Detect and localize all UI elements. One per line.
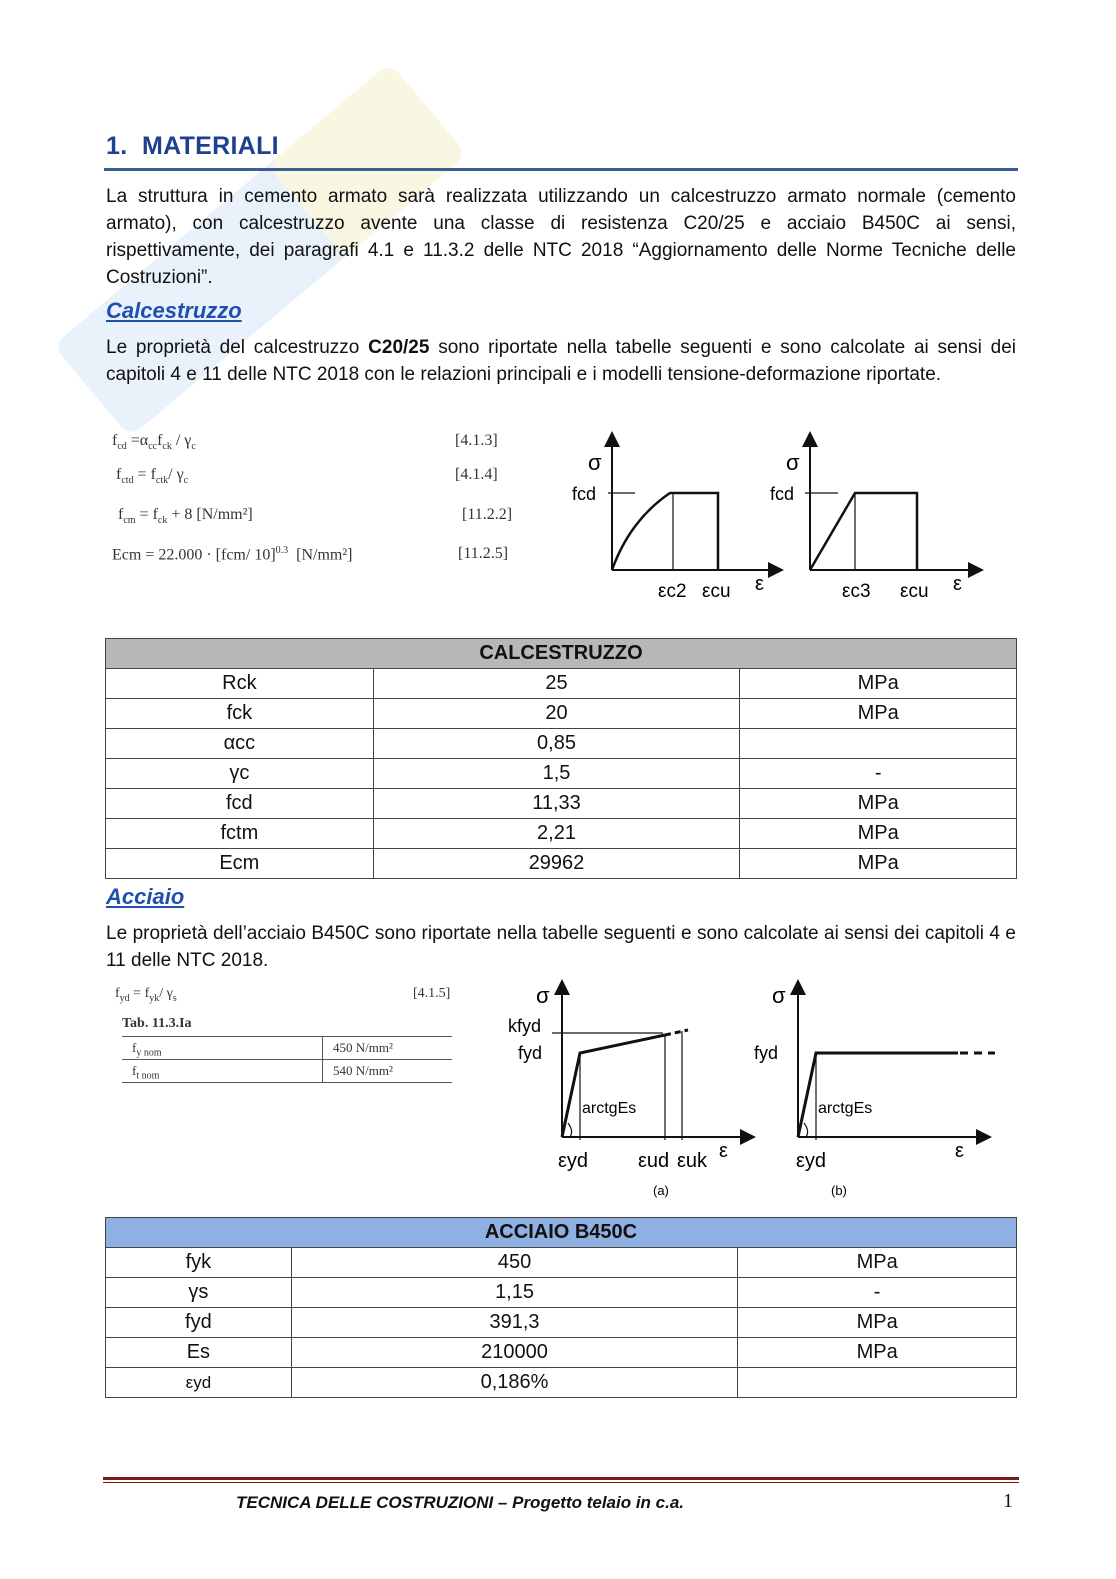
- table-row: Rck 25 MPa: [106, 669, 1017, 699]
- formula-fyd: $f_{yd} = f_{yk}/$ $\gamma_s$: [115, 986, 177, 1004]
- fcd-label: fcd: [770, 484, 795, 504]
- table-row: γs 1,15 -: [106, 1278, 1017, 1308]
- arctg-label: arctgEs: [582, 1100, 637, 1117]
- formula-ref: [4.1.4]: [455, 466, 498, 483]
- steel-paragraph: Le proprietà dell’acciaio B450C sono riportate nella tabelle seguenti e sono calcolate ai sensi dei capitoli 4 e 11 delle NTC 2018.: [106, 923, 1016, 971]
- ec3-label: εc3: [842, 581, 871, 602]
- formula-ref: [11.2.5]: [458, 545, 509, 562]
- formula-ref: [11.2.2]: [462, 506, 513, 523]
- table-row: fyd 391,3 MPa: [106, 1308, 1017, 1338]
- page-number: 1: [1003, 1490, 1013, 1512]
- intro-paragraph: La struttura in cemento armato sarà realizzata utilizzando un calcestruzzo armato normale (cemento armato), con calcestruzzo avente una classe di resistenza C20/25 e acciaio B450C ai sensi, rispettivamente, dei paragrafi 4.1 e 11.3.2 delle NTC 2018 “Aggiornamento delle Norme Tecniche delle Costruzioni”.: [106, 186, 1016, 288]
- bilinear-hardening-curve: [562, 1035, 665, 1137]
- concrete-table: [105, 638, 1017, 879]
- steel-table-header: ACCIAIO B450C: [106, 1218, 1017, 1248]
- epsilon-label: ε: [953, 573, 962, 595]
- fyd-label: fyd: [518, 1043, 543, 1063]
- ecu-label: εcu: [702, 581, 731, 602]
- table-row: γc 1,5 -: [106, 759, 1017, 789]
- steel-table: [105, 1217, 1017, 1398]
- concrete-stress-strain-diagram: [560, 425, 1000, 610]
- table-row: fck 20 MPa: [106, 699, 1017, 729]
- fcd-label: fcd: [572, 484, 597, 504]
- table-row: fctm 2,21 MPa: [106, 819, 1017, 849]
- formula-ecm: Ecm = 22.000 · [fcm/ 10]$^{0.3}$ [N/mm²]: [112, 545, 353, 564]
- sigma-label: σ: [786, 450, 800, 475]
- table-row: fcd 11,33 MPa: [106, 789, 1017, 819]
- eyd-label: εyd: [796, 1150, 827, 1172]
- bilinear-curve: [810, 493, 917, 570]
- bilinear-perfect-curve: [798, 1053, 958, 1137]
- section-heading: 1. MATERIALI: [106, 132, 279, 160]
- formula-ref: [4.1.3]: [455, 432, 498, 449]
- table-row: Ecm 29962 MPa: [106, 849, 1017, 879]
- epsilon-label: ε: [955, 1140, 964, 1162]
- footer-text: TECNICA DELLE COSTRUZIONI – Progetto telaio in c.a.: [236, 1493, 685, 1512]
- concrete-subtitle: Calcestruzzo: [106, 298, 242, 323]
- steel-stress-strain-diagram: [500, 975, 1010, 1200]
- arctg-label: arctgEs: [818, 1100, 873, 1117]
- concrete-paragraph: Le proprietà del calcestruzzo C20/25 sono riportate nella tabelle seguenti e sono calcolate ai sensi dei capitoli 4 e 11 delle NTC 2018 con le relazioni principali e i modelli tensione-deformazione riportate.: [106, 337, 1017, 385]
- table-row: Es 210000 MPa: [106, 1338, 1017, 1368]
- steel-subtitle: Acciaio: [106, 884, 185, 909]
- formula-fctd: $f_{ctd} = f_{ctk}/$ $\gamma_c$: [116, 466, 189, 487]
- eud-label: εud: [638, 1150, 670, 1172]
- sigma-label: σ: [772, 983, 786, 1008]
- table-row: fyk 450 MPa: [106, 1248, 1017, 1278]
- footer-rule-thin: [103, 1482, 1019, 1483]
- ecu-label: εcu: [900, 581, 929, 602]
- euk-label: εuk: [677, 1150, 708, 1172]
- sigma-label: σ: [536, 983, 550, 1008]
- parabola-rectangle-curve: [612, 493, 718, 570]
- nominal-values-table: Tab. 11.3.Ia $f_{y nom}$ 450 N/mm² $f_{t nom}$ 540 N/mm²: [122, 1016, 452, 1083]
- epsilon-label: ε: [755, 573, 764, 595]
- concrete-table-header: CALCESTRUZZO: [106, 639, 1017, 669]
- formula-ref: [4.1.5]: [413, 986, 451, 1001]
- fyd-label: fyd: [754, 1043, 779, 1063]
- ec2-label: εc2: [658, 581, 687, 602]
- sigma-label: σ: [588, 450, 602, 475]
- eyd-label: εyd: [558, 1150, 589, 1172]
- table-row: εyd 0,186%: [106, 1368, 1017, 1398]
- diagram-a-label: (a): [653, 1183, 669, 1198]
- formula-fcd: $f_{cd} =\alpha_{cc}f_{ck} / \gamma_c$: [112, 432, 196, 453]
- epsilon-label: ε: [719, 1140, 728, 1162]
- formula-fcm: $f_{cm} = f_{ck} + 8$ [N/mm²]: [118, 506, 253, 527]
- diagram-b-label: (b): [831, 1183, 847, 1198]
- table-row: αcc 0,85: [106, 729, 1017, 759]
- kfyd-label: kfyd: [508, 1016, 542, 1036]
- footer-rule: [103, 1477, 1019, 1480]
- heading-underline: [104, 168, 1018, 171]
